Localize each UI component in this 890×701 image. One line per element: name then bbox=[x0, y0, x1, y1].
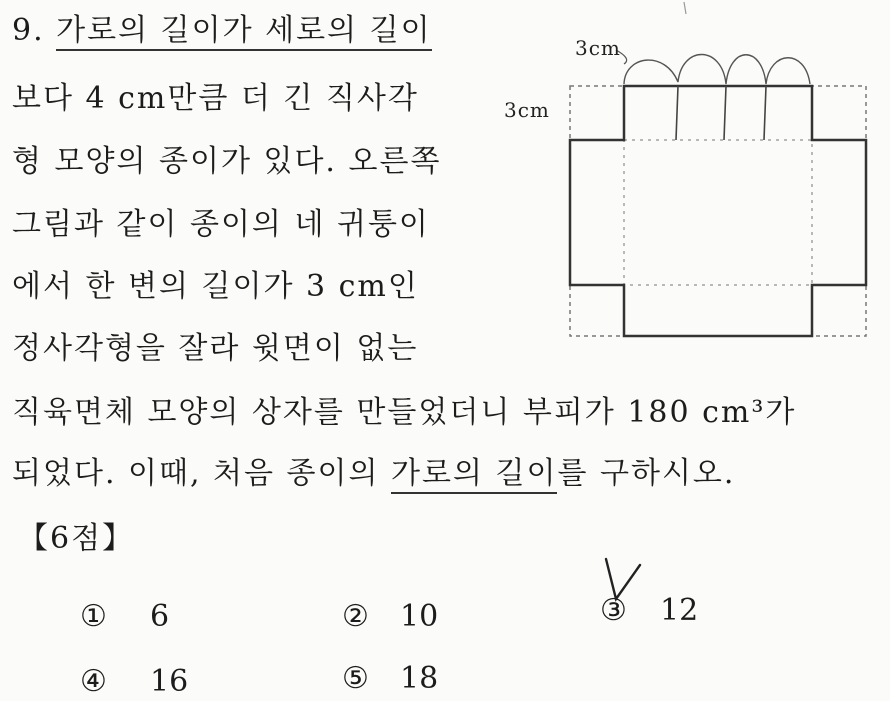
problem-line-2: 보다 4 cm만큼 더 긴 직사각 bbox=[12, 81, 419, 116]
problem-line-7: 직육면체 모양의 상자를 만들었더니 부피가 180 cm³가 bbox=[12, 395, 797, 430]
points-label: 【6점】 bbox=[18, 521, 135, 556]
pencil-scribble bbox=[624, 54, 810, 84]
figure-label-top: 3cm bbox=[575, 36, 621, 60]
choice-5[interactable] bbox=[342, 660, 438, 698]
problem-line-5: 에서 한 변의 길이가 3 cm인 bbox=[12, 269, 419, 304]
problem-line-3: 형 모양의 종이가 있다. 오른쪽 bbox=[12, 144, 442, 179]
problem-line-8-after: 를 구하시오. bbox=[557, 456, 736, 491]
outer-dashed-rect bbox=[570, 86, 866, 336]
choice-symbol: ③ bbox=[600, 593, 627, 628]
problem-number: 9. bbox=[12, 13, 45, 48]
paper-figure bbox=[500, 0, 890, 360]
choice-4[interactable] bbox=[80, 663, 188, 701]
bottom-face bbox=[624, 140, 812, 285]
choice-symbol: ⑤ bbox=[342, 661, 369, 696]
problem-line-4: 그림과 같이 종이의 네 귀퉁이 bbox=[12, 207, 430, 242]
choice-value: 18 bbox=[400, 661, 439, 696]
choice-symbol: ④ bbox=[80, 664, 107, 699]
underlined-target: 가로의 길이 bbox=[391, 456, 557, 494]
problem-line-6: 정사각형을 잘라 윗면이 없는 bbox=[12, 331, 419, 366]
figure-label-side: 3cm bbox=[504, 98, 550, 122]
problem-line-8 bbox=[12, 455, 735, 493]
choice-2[interactable] bbox=[342, 598, 438, 636]
choice-value: 12 bbox=[660, 593, 699, 628]
choice-symbol: ② bbox=[342, 599, 369, 634]
stray-mark bbox=[684, 2, 686, 14]
problem-line-8-before: 되었다. 이때, 처음 종이의 bbox=[12, 456, 392, 491]
cut-outline bbox=[570, 86, 866, 336]
underlined-phrase: 가로의 길이가 세로의 길이 bbox=[56, 13, 431, 51]
choice-value: 16 bbox=[150, 664, 189, 699]
choice-1[interactable] bbox=[80, 598, 169, 636]
check-mark-icon bbox=[596, 555, 656, 605]
choice-value: 6 bbox=[150, 599, 170, 634]
choice-value: 10 bbox=[400, 599, 439, 634]
pencil-marks bbox=[676, 86, 766, 140]
problem-line-1 bbox=[12, 12, 432, 50]
choice-symbol: ① bbox=[80, 599, 107, 634]
